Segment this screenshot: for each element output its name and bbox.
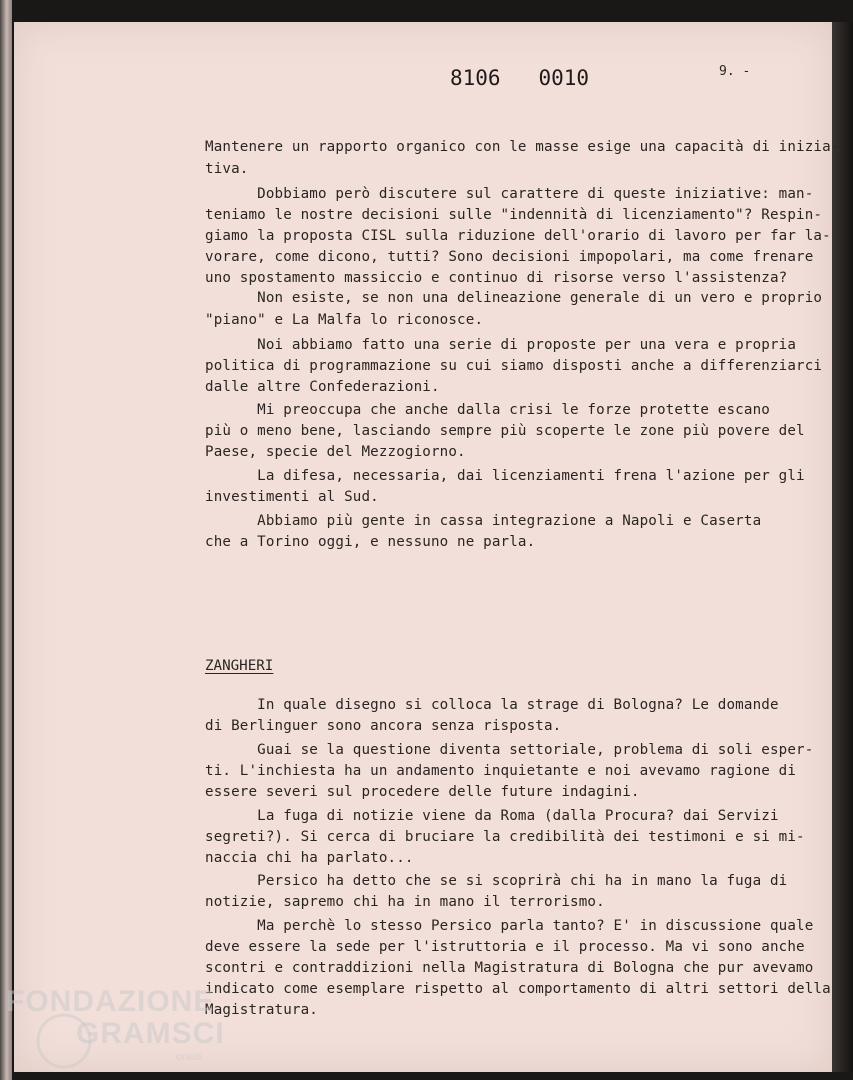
text-line: politica di programmazione su cui siamo disposti anche a differenziarci [205, 358, 823, 374]
text-line: Persico ha detto che se si scoprirà chi ha in mano la fuga di [205, 873, 788, 889]
text-line: Noi abbiamo fatto una serie di proposte per una vera e propria [205, 337, 797, 353]
text-line: teniamo le nostre decisioni sulle "indennità di licenziamento"? Respin- [205, 207, 823, 223]
text-line: Non esiste, se non una delineazione generale di un vero e proprio [205, 290, 823, 306]
binder-edge [0, 0, 12, 1080]
watermark-line2: GRAMSCI [76, 1017, 225, 1050]
text-line: segreti?). Si cerca di bruciare la credibilità dei testimoni e si mi- [205, 829, 805, 845]
text-line: Mantenere un rapporto organico con le masse esige una capacità di inizia- [205, 139, 840, 155]
page-number: 9. - [719, 64, 751, 79]
text-line: Guai se la questione diventa settoriale, problema di soli esper- [205, 742, 814, 758]
text-line: tiva. [205, 161, 249, 177]
text-line: ti. L'inchiesta ha un andamento inquietante e noi avevamo ragione di [205, 763, 797, 779]
text-line: dalle altre Confederazioni. [205, 379, 440, 395]
text-line: uno spostamento massiccio e continuo di risorse verso l'assistenza? [205, 270, 788, 286]
document-number: 8106 0010 [450, 66, 590, 90]
text-line: naccia chi ha parlato... [205, 850, 414, 866]
text-line: scontri e contraddizioni nella Magistratura di Bologna che pur avevamo [205, 960, 814, 976]
text-line: Abbiamo più gente in cassa integrazione a Napoli e Caserta [205, 513, 762, 529]
text-line: Paese, specie del Mezzogiorno. [205, 444, 466, 460]
text-line: Magistratura. [205, 1002, 318, 1018]
text-line: essere severi sul procedere delle future indagini. [205, 784, 640, 800]
text-line: In quale disegno si colloca la strage di Bologna? Le domande [205, 697, 779, 713]
scan-border [832, 22, 853, 1072]
text-line: vorare, come dicono, tutti? Sono decisioni impopolari, ma come frenare [205, 249, 814, 265]
text-line: indicato come esemplare rispetto al comportamento di altri settori della [205, 981, 831, 997]
speaker-heading: ZANGHERI [205, 658, 274, 674]
text-line: Dobbiamo però discutere sul carattere di queste iniziative: man- [205, 186, 814, 202]
text-line: più o meno bene, lasciando sempre più scoperte le zone più povere del [205, 423, 805, 439]
text-line: di Berlinguer sono ancora senza risposta. [205, 718, 562, 734]
text-line: Ma perchè lo stesso Persico parla tanto? E' in discussione quale [205, 918, 814, 934]
text-line: che a Torino oggi, e nessuno ne parla. [205, 534, 536, 550]
fondazione-gramsci-watermark [6, 985, 225, 1075]
text-line: Mi preoccupa che anche dalla crisi le forze protette escano [205, 402, 770, 418]
text-line: investimenti al Sud. [205, 489, 379, 505]
watermark-line1: FONDAZIONE [6, 985, 215, 1018]
text-line: deve essere la sede per l'istruttoria e il processo. Ma vi sono anche [205, 939, 805, 955]
text-line: notizie, sapremo chi ha in mano il terrorismo. [205, 894, 605, 910]
text-line: La difesa, necessaria, dai licenziamenti frena l'azione per gli [205, 468, 805, 484]
text-line: giamo la proposta CISL sulla riduzione dell'orario di lavoro per far la- [205, 228, 831, 244]
watermark-line3: onlus [176, 1051, 203, 1063]
text-line: "piano" e La Malfa lo riconosce. [205, 312, 484, 328]
text-line: La fuga di notizie viene da Roma (dalla Procura? dai Servizi [205, 808, 779, 824]
